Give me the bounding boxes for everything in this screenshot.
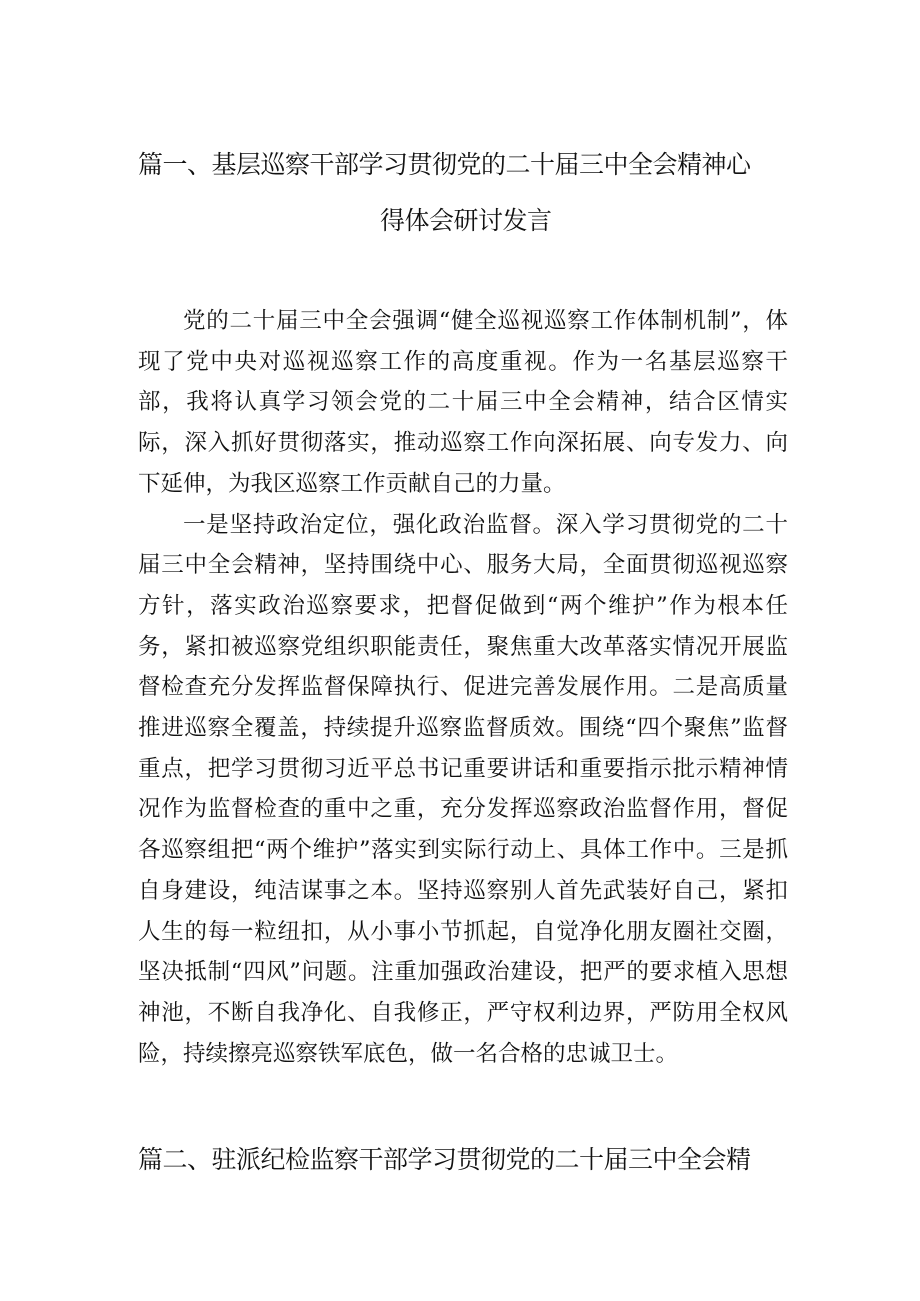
section1-body bbox=[138, 301, 788, 1074]
section1-title-line1: 篇一、基层巡察干部学习贯彻党的二十届三中全会精神心 bbox=[138, 150, 751, 179]
section1-title-line2: 得体会研讨发言 bbox=[380, 206, 552, 235]
section1-paragraph-intro: 党的二十届三中全会强调“健全巡视巡察工作体制机制”，体现了党中央对巡视巡察工作的高度重视。作为一名基层巡察干部，我将认真学习领会党的二十届三中全会精神，结合区情实际，深入抓好贯彻落实，推动巡察工作向深拓展、向专发力、向下延伸，为我区巡察工作贡献自己的力量。 bbox=[138, 308, 788, 497]
section1-paragraph-main: 一是坚持政治定位，强化政治监督。深入学习贯彻党的二十届三中全会精神，坚持围绕中心、服务大局，全面贯彻巡视巡察方针，落实政治巡察要求，把督促做到“两个维护”作为根本任务，紧扣被巡察党组织职能责任，聚焦重大改革落实情况开展监督检查充分发挥监督保障执行、促进完善发展作用。二是高质量推进巡察全覆盖，持续提升巡察监督质效。围绕“四个聚焦”监督重点，把学习贯彻习近平总书记重要讲话和重要指示批示精神情况作为监督检查的重中之重，充分发挥巡察政治监督作用，督促各巡察组把“两个维护”落实到实际行动上、具体工作中。三是抓自身建设，纯洁谋事之本。坚持巡察别人首先武装好自己，紧扣人生的每一粒纽扣，从小事小节抓起，自觉净化朋友圈社交圈，坚决抵制“四风”问题。注重加强政治建设，把严的要求植入思想神池，不断自我净化、自我修正，严守权利边界，严防用全权风险，持续擦亮巡察铁军底色，做一名合格的忠诚卫士。 bbox=[138, 511, 788, 1067]
section2-title-line1: 篇二、驻派纪检监察干部学习贯彻党的二十届三中全会精 bbox=[138, 1145, 751, 1174]
